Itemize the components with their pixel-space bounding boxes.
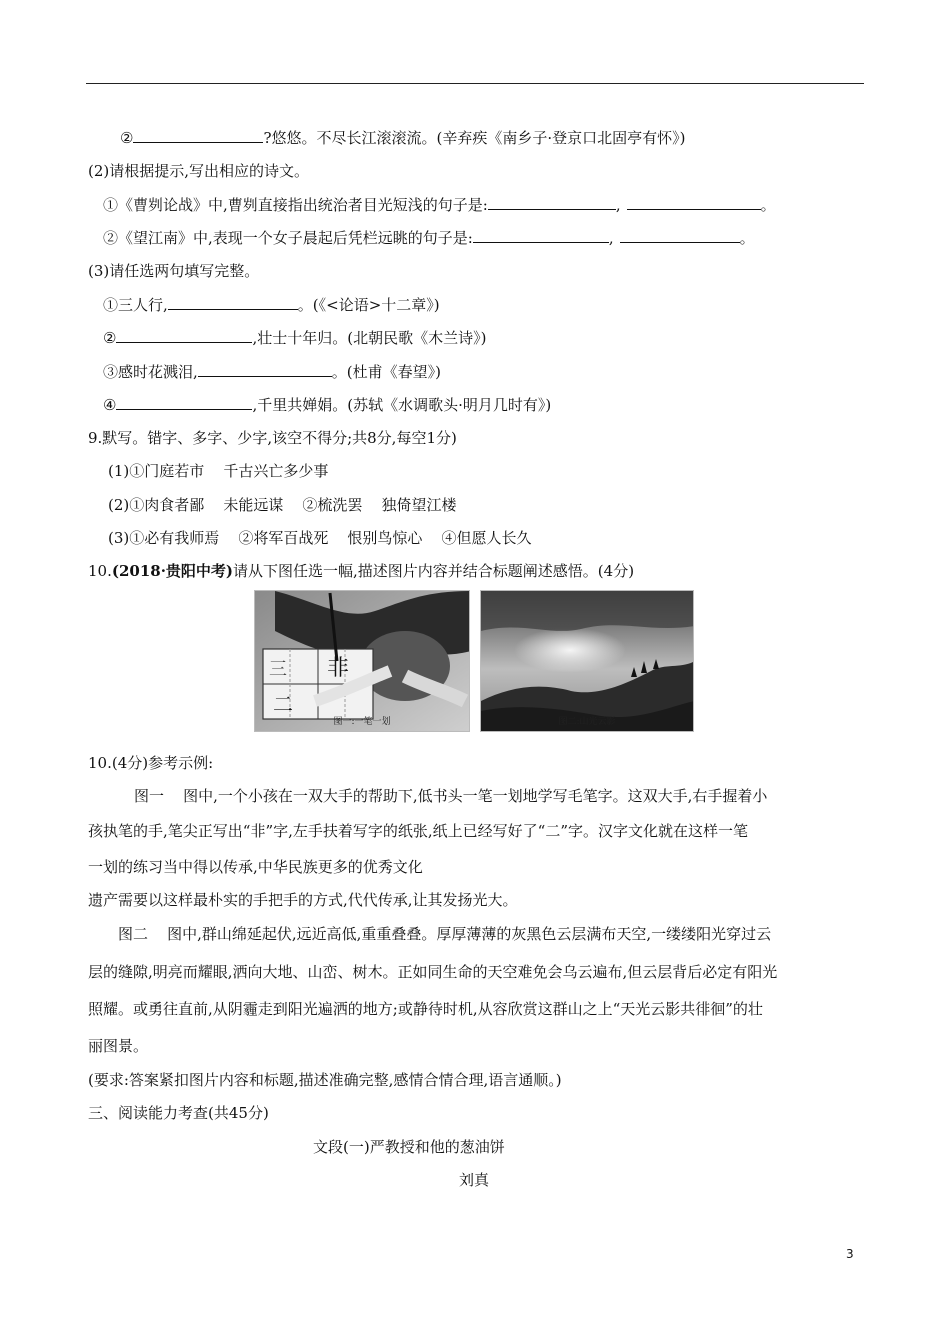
- calligraphy-illustration: [255, 591, 470, 732]
- passage-author: 刘真: [459, 1171, 490, 1189]
- text: ?悠悠。不尽长江滚滚流。(辛弃疾《南乡子·登京口北固亭有怀》): [263, 129, 686, 147]
- text: ②: [103, 329, 117, 347]
- glyph-fei: 非: [327, 656, 350, 681]
- text: ④: [103, 396, 117, 414]
- question-3-item-3: [103, 362, 441, 382]
- source-tag: (2018·贵阳中考): [111, 562, 234, 580]
- text: 。: [760, 196, 776, 214]
- answer-fig2-line-4: 丽图景。: [88, 1037, 149, 1055]
- answer-fig2-line-1: 图二 图中,群山绵延起伏,远近高低,重重叠叠。厚厚薄薄的灰黑色云层满布天空,一缕缕阳光穿过云: [118, 925, 772, 943]
- text: 。(杜甫《春望》): [331, 363, 441, 381]
- figure-calligraphy: [254, 590, 470, 732]
- text: ,: [608, 229, 614, 247]
- answer-9-item-3: (3)①必有我师焉 ②将军百战死 恨别鸟惊心 ④但愿人长久: [108, 529, 532, 547]
- question-number: 10.: [88, 562, 112, 580]
- answer-blank[interactable]: [116, 395, 252, 410]
- question-3-item-1: [103, 295, 440, 315]
- answer-blank[interactable]: [620, 228, 740, 243]
- question-2-heading: (2)请根据提示,写出相应的诗文。: [88, 162, 310, 180]
- figure-mountain-clouds: [480, 590, 694, 732]
- text: ①三人行,: [103, 296, 168, 314]
- answer-blank[interactable]: [133, 128, 263, 143]
- text: ,壮士十年归。(北朝民歌《木兰诗》): [252, 329, 487, 347]
- question-2-item-2: [103, 228, 755, 248]
- poem-line-1: [120, 128, 685, 148]
- text: ②《望江南》中,表现一个女子晨起后凭栏远眺的句子是:: [103, 229, 473, 247]
- glyph-er: 二: [273, 692, 293, 716]
- page-number: 3: [846, 1247, 854, 1261]
- question-2-item-1: [103, 195, 776, 215]
- answer-fig1-line-1: 图一 图中,一个小孩在一双大手的帮助下,低书头一笔一划地学写毛笔字。这双大手,右手握着小: [134, 787, 768, 805]
- answer-fig1-line-4: 遗产需要以这样最朴实的手把手的方式,代代传承,让其发扬光大。: [88, 891, 518, 909]
- answer-blank[interactable]: [168, 295, 298, 310]
- text: ,千里共婵娟。(苏轼《水调歌头·明月几时有》): [252, 396, 552, 414]
- answer-fig2-line-3: 照耀。或勇往直前,从阴霾走到阳光遍洒的地方;或静待时机,从容欣赏这群山之上“天光云影共徘徊”的壮: [88, 1000, 763, 1018]
- answer-10-heading: 10.(4分)参考示例:: [88, 754, 214, 772]
- answer-blank[interactable]: [198, 362, 332, 377]
- answer-9-item-1: (1)①门庭若市 千古兴亡多少事: [108, 462, 329, 480]
- text: ③感时花溅泪,: [103, 363, 198, 381]
- text: ①《曹刿论战》中,曹刿直接指出统治者目光短浅的句子是:: [103, 196, 488, 214]
- mountain-illustration: [481, 591, 694, 732]
- text: 请从下图任选一幅,描述图片内容并结合标题阐述感悟。(4分): [233, 562, 635, 580]
- answer-blank[interactable]: [473, 228, 609, 243]
- text: 。: [739, 229, 755, 247]
- answer-9-item-2: (2)①肉食者鄙 未能远谋 ②梳洗罢 独倚望江楼: [108, 496, 457, 514]
- header-rule: [86, 83, 864, 84]
- answer-blank[interactable]: [627, 195, 761, 210]
- question-10: [88, 561, 634, 581]
- figure-2-caption: 图二:山光云影: [558, 717, 616, 727]
- glyph-san: 三: [269, 659, 287, 680]
- answer-9-heading: 9.默写。错字、多字、少字,该空不得分;共8分,每空1分): [88, 429, 457, 447]
- answer-fig1-line-3: 一划的练习当中得以传承,中华民族更多的优秀文化: [88, 858, 423, 876]
- label: ②: [120, 129, 134, 147]
- section-3-heading: 三、阅读能力考查(共45分): [88, 1104, 269, 1122]
- answer-fig2-line-2: 层的缝隙,明亮而耀眼,洒向大地、山峦、树木。正如同生命的天空难免会乌云遍布,但云层背后必定有阳光: [88, 963, 778, 981]
- question-3-item-2: [103, 328, 486, 348]
- answer-requirement: (要求:答案紧扣图片内容和标题,描述准确完整,感情合情合理,语言通顺。): [88, 1071, 562, 1089]
- passage-title: 文段(一)严教授和他的葱油饼: [313, 1138, 505, 1156]
- text: 。(《<论语>十二章》): [297, 296, 440, 314]
- text: ,: [615, 196, 621, 214]
- answer-blank[interactable]: [116, 328, 252, 343]
- figure-1-caption: 图一:一笔一划: [333, 717, 391, 727]
- question-3-item-4: [103, 395, 551, 415]
- answer-fig1-line-2: 孩执笔的手,笔尖正写出“非”字,左手扶着写字的纸张,纸上已经写好了“二”字。汉字文化就在这样一笔: [88, 822, 748, 840]
- answer-blank[interactable]: [488, 195, 616, 210]
- question-3-heading: (3)请任选两句填写完整。: [88, 262, 260, 280]
